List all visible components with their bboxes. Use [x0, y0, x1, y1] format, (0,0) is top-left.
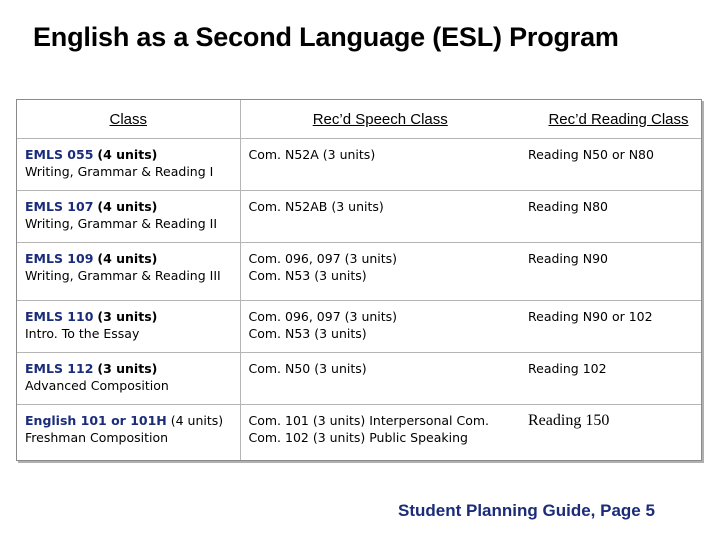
speech-cell	[240, 405, 520, 461]
reading-cell	[520, 191, 701, 243]
course-units: (4 units)	[170, 413, 224, 428]
table-header-row	[17, 100, 701, 139]
speech-course: Com. 096, 097 (3 units)	[248, 309, 398, 324]
speech-cell	[240, 353, 520, 405]
speech-cell	[240, 191, 520, 243]
course-code: EMLS 110	[25, 309, 94, 324]
speech-course: Com. N53 (3 units)	[248, 326, 367, 341]
speech-course: Com. N53 (3 units)	[248, 268, 367, 283]
reading-cell	[520, 353, 701, 405]
course-code: EMLS 112	[25, 361, 94, 376]
course-description: Writing, Grammar & Reading II	[25, 216, 218, 231]
course-code: EMLS 055	[25, 147, 94, 162]
course-units: (3 units)	[97, 309, 158, 324]
speech-course: Com. N52A (3 units)	[248, 147, 376, 162]
reading-course: Reading N90 or 102	[528, 309, 653, 324]
course-units: (4 units)	[97, 147, 158, 162]
course-units: (3 units)	[97, 361, 158, 376]
course-table-container	[16, 99, 702, 461]
course-code: EMLS 109	[25, 251, 94, 266]
class-cell	[17, 301, 240, 353]
course-units: (4 units)	[97, 251, 158, 266]
reading-cell	[520, 243, 701, 301]
reading-cell	[520, 139, 701, 191]
speech-cell	[240, 301, 520, 353]
table-row	[17, 353, 701, 405]
speech-course: Com. 101 (3 units) Interpersonal Com.	[248, 413, 490, 428]
table-row	[17, 301, 701, 353]
speech-cell	[240, 243, 520, 301]
header-reading: Rec’d Reading Class	[548, 110, 689, 128]
table-row	[17, 139, 701, 191]
course-code: English 101 or 101H	[25, 413, 167, 428]
reading-course: Reading N80	[528, 199, 608, 214]
reading-course: Reading N90	[528, 251, 608, 266]
footer-page-reference: Student Planning Guide, Page 5	[398, 501, 655, 520]
reading-course: Reading 150	[528, 412, 610, 429]
course-description: Writing, Grammar & Reading I	[25, 164, 214, 179]
table-row	[17, 191, 701, 243]
page-title: English as a Second Language (ESL) Program	[33, 22, 619, 52]
class-cell	[17, 405, 240, 461]
course-description: Intro. To the Essay	[25, 326, 140, 341]
class-cell	[17, 191, 240, 243]
course-code: EMLS 107	[25, 199, 94, 214]
reading-course: Reading N50 or N80	[528, 147, 654, 162]
speech-course: Com. 096, 097 (3 units)	[248, 251, 398, 266]
speech-course: Com. 102 (3 units) Public Speaking	[248, 430, 468, 445]
table-row	[17, 243, 701, 301]
header-speech: Rec’d Speech Class	[312, 110, 448, 128]
speech-course: Com. N52AB (3 units)	[248, 199, 384, 214]
speech-cell	[240, 139, 520, 191]
course-description: Writing, Grammar & Reading III	[25, 268, 221, 283]
course-description: Freshman Composition	[25, 430, 169, 445]
course-description: Advanced Composition	[25, 378, 169, 393]
class-cell	[17, 353, 240, 405]
course-units: (4 units)	[97, 199, 158, 214]
reading-cell	[520, 301, 701, 353]
speech-course: Com. N50 (3 units)	[248, 361, 367, 376]
reading-cell	[520, 405, 701, 461]
reading-course: Reading 102	[528, 361, 607, 376]
course-table	[17, 100, 701, 460]
header-class: Class	[17, 100, 240, 139]
class-cell	[17, 243, 240, 301]
table-row	[17, 405, 701, 461]
class-cell	[17, 139, 240, 191]
